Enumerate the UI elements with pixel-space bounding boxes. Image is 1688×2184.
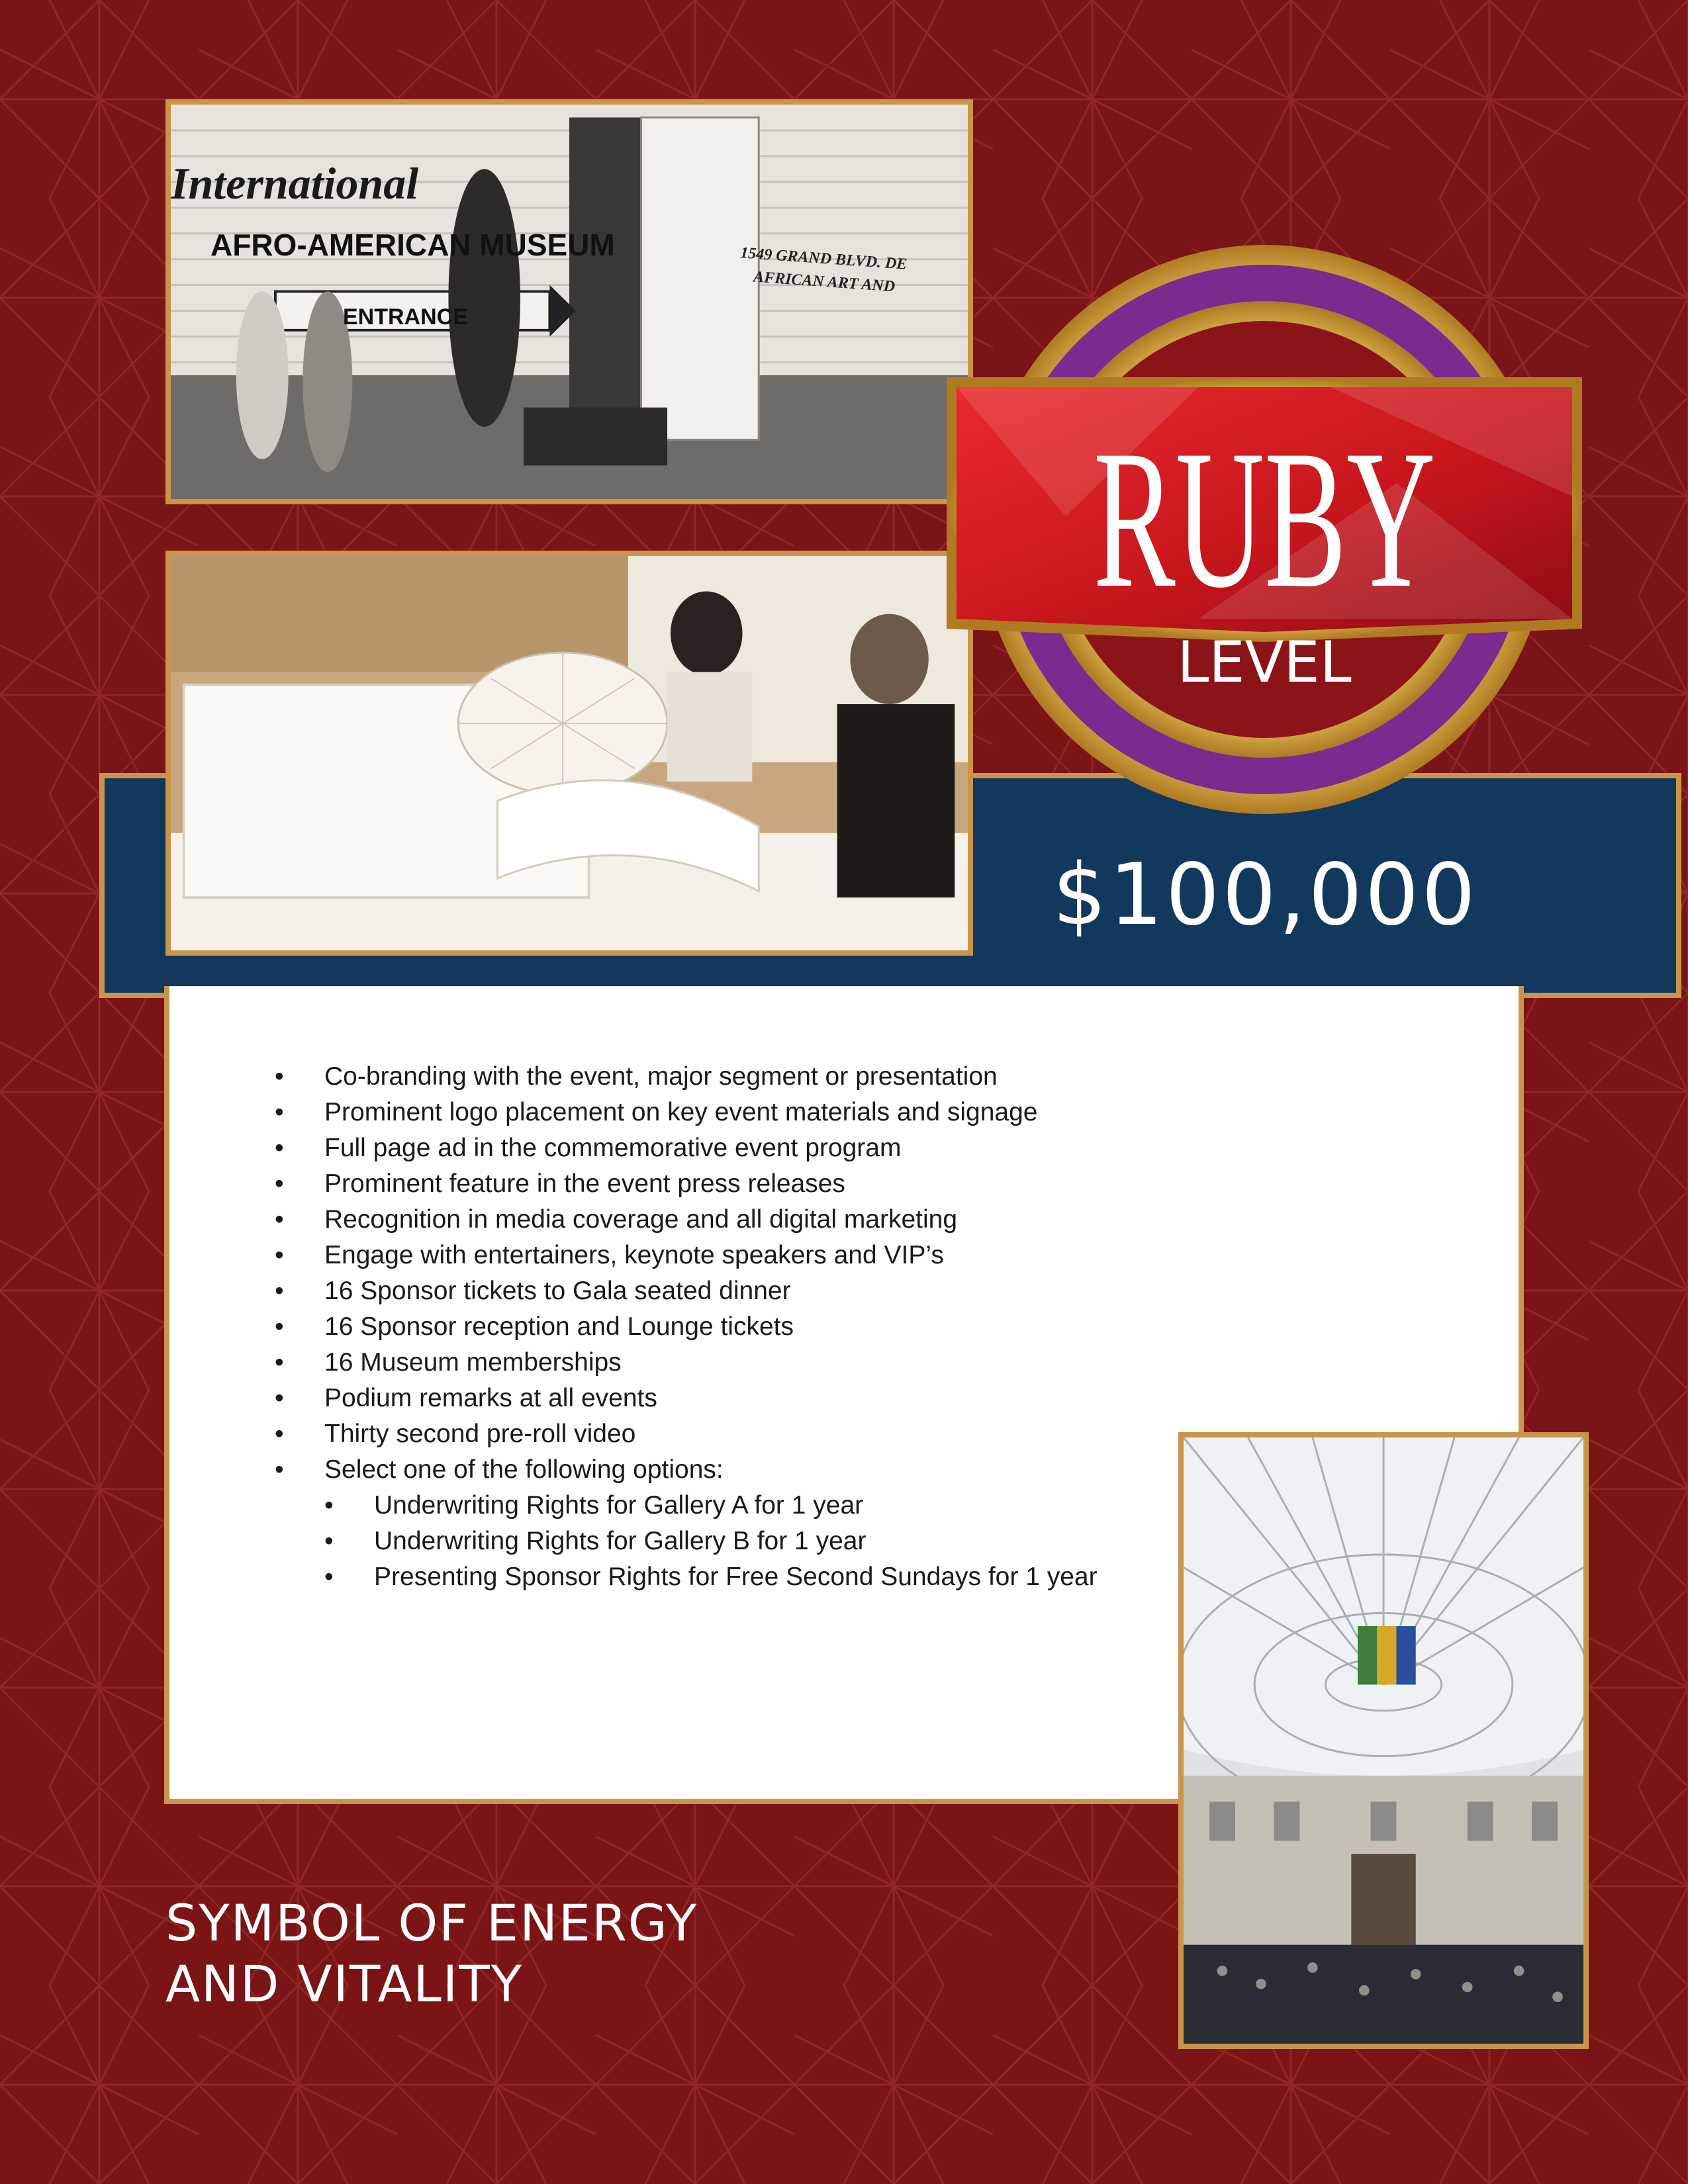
option-item: • Underwriting Rights for Gallery A for 1 year — [268, 1488, 1195, 1524]
list-item: • 16 Sponsor reception and Lounge tickets — [268, 1309, 1195, 1345]
photo-architectural-model — [165, 551, 973, 956]
list-item: • Prominent feature in the event press releases — [268, 1166, 1195, 1202]
trailer-sign-address: 1549 GRAND BLVD. DE — [739, 244, 908, 273]
list-item: • Full page ad in the commemorative event program — [268, 1130, 1195, 1166]
trailer-sign-title: AFRO-AMERICAN MUSEUM — [211, 228, 615, 262]
ruby-level-badge — [933, 218, 1595, 841]
trailer-sign-script: International — [171, 158, 419, 208]
list-item: • Co-branding with the event, major segment or presentation — [268, 1059, 1195, 1095]
list-item: • Prominent logo placement on key event materials and signage — [268, 1095, 1195, 1130]
list-item: • Thirty second pre-roll video — [268, 1416, 1195, 1452]
list-item: • Select one of the following options: — [268, 1452, 1195, 1488]
trailer-sign-entrance: ENTRANCE — [343, 304, 468, 330]
trailer-sign-address-2: AFRICAN ART AND — [753, 268, 896, 296]
photo-rotunda — [1178, 1432, 1589, 2049]
option-item: • Underwriting Rights for Gallery B for 1 year — [268, 1524, 1195, 1559]
list-item: • 16 Museum memberships — [268, 1345, 1195, 1381]
badge-title: RUBY — [1093, 409, 1436, 629]
tagline-line-1: SYMBOL OF ENERGY — [165, 1893, 698, 1952]
tagline-line-2: AND VITALITY — [165, 1954, 524, 2013]
badge-subtitle: LEVEL — [1177, 629, 1352, 696]
tagline — [165, 1893, 698, 2015]
photo-museum-trailer — [165, 99, 973, 504]
list-item: • 16 Sponsor tickets to Gala seated dinner — [268, 1273, 1195, 1309]
list-item: • Podium remarks at all events — [268, 1381, 1195, 1416]
benefits-list — [268, 1059, 1195, 1595]
sponsorship-price: $100,000 — [1053, 846, 1478, 944]
option-item: • Presenting Sponsor Rights for Free Second Sundays for 1 year — [268, 1559, 1195, 1595]
list-item: • Recognition in media coverage and all digital marketing — [268, 1202, 1195, 1238]
list-item: • Engage with entertainers, keynote speakers and VIP’s — [268, 1238, 1195, 1273]
